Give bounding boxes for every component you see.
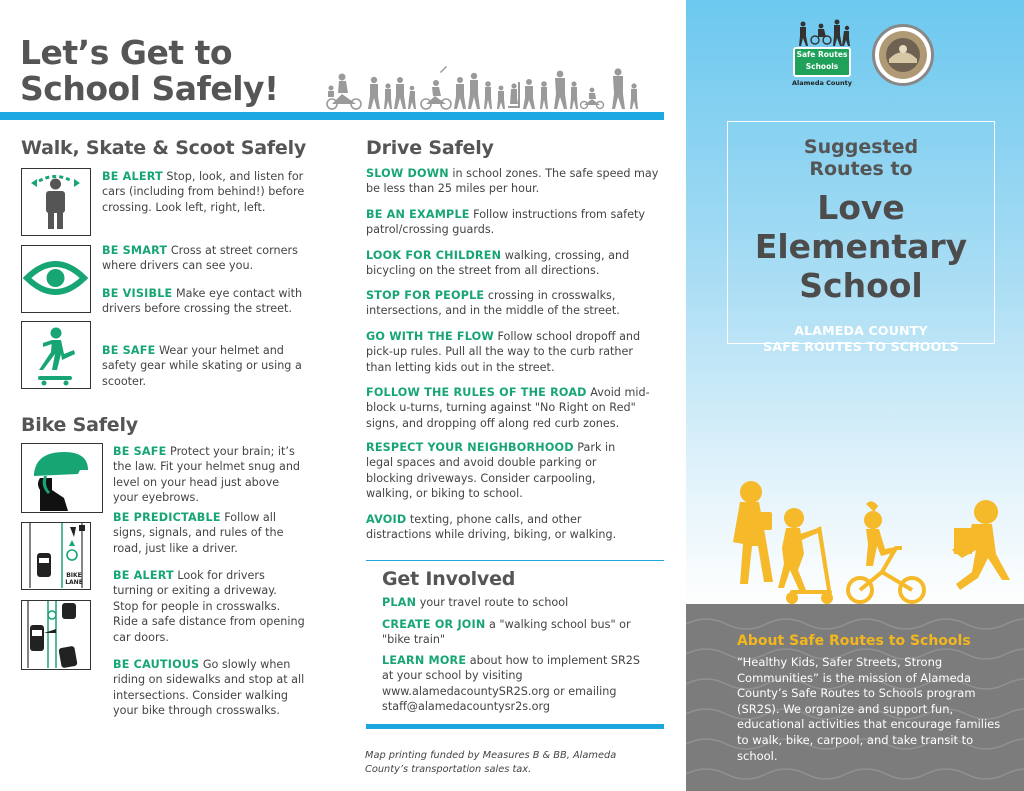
- bike-lane-icon: [21, 522, 91, 590]
- page-title: [20, 35, 320, 107]
- drive-item-avoid: AVOID texting, phone calls, and other distractions while driving, biking, or walking.: [366, 513, 617, 542]
- drive-item-example: BE AN EXAMPLE Follow instructions from safety patrol/crossing guards.: [366, 208, 646, 237]
- involved-bottom-bar: [366, 724, 664, 729]
- about-text: “Healthy Kids, Safer Streets, Strong Communities” is the mission of Alameda County’s Safe Routes to Schools program (SR2S). We organize and support fun, educational activities that encourage families to walk, bike, carpool, and take transit to school.: [737, 655, 1001, 763]
- logo-line1: Safe Routes: [796, 50, 848, 59]
- bike-item-cautious: BE CAUTIOUS Go slowly when riding on sidewalks and stop at all intersections. Consider walking your bike through crosswalks.: [113, 658, 305, 718]
- walk-item-smart: BE SMART Cross at street corners where drivers can see you.: [102, 244, 298, 273]
- involved-item-create: CREATE OR JOIN a "walking school bus" or "bike train": [382, 618, 631, 647]
- involved-top-rule: [366, 560, 664, 561]
- car-door-icon: [21, 600, 91, 670]
- school-name: [727, 188, 995, 305]
- bike-lane-label-2: LANE: [65, 579, 83, 586]
- bike-item-alert: BE ALERT Look for drivers turning or exiting a driveway. Stop for people in crosswalks. Ride a safe distance from opening car doors.: [113, 569, 305, 644]
- program-name-line2: SAFE ROUTES TO SCHOOLS: [763, 338, 959, 354]
- school-name-line1: Love: [817, 188, 905, 227]
- suggested-line2: Routes to: [809, 158, 913, 180]
- logo-caption: Alameda County: [792, 79, 852, 87]
- logo-line2: Schools: [805, 62, 839, 71]
- drive-item-rules: FOLLOW THE RULES OF THE ROAD Avoid mid-block u-turns, turning against "No Right on Red" signs, and dropping off along red curb zones.: [366, 386, 650, 430]
- program-name-line1: ALAMEDA COUNTY: [794, 323, 928, 338]
- school-name-line2: Elementary: [754, 227, 968, 266]
- about-heading: About Safe Routes to Schools: [737, 633, 971, 649]
- header-accent-bar: [0, 112, 664, 120]
- cover-suggested: [727, 136, 995, 180]
- bike-item-predictable: BE PREDICTABLE Follow all signs, signals, and rules of the road, just like a driver.: [113, 511, 284, 555]
- involved-item-plan: PLAN your travel route to school: [382, 596, 569, 609]
- involved-item-learn: LEARN MORE about how to implement SR2S at your school by visiting www.alamedacountySR2S.org or emailing staff@alamedacountysr2s.org: [382, 654, 641, 714]
- bike-lane-label-1: BIKE: [66, 572, 82, 579]
- funding-footnote: Map printing funded by Measures B & BB, Alameda County’s transportation sales tax.: [365, 750, 617, 775]
- drive-section-heading: Drive Safely: [366, 137, 494, 159]
- drive-item-look: LOOK FOR CHILDREN walking, crossing, and bicycling on the street from all directions.: [366, 249, 630, 278]
- drive-item-flow: GO WITH THE FLOW Follow school dropoff and pick-up rules. Pull all the way to the curb rather than letting kids out in the street.: [366, 330, 641, 374]
- walk-item-visible: BE VISIBLE Make eye contact with drivers before crossing the street.: [102, 287, 303, 316]
- walk-section-heading: Walk, Skate & Scoot Safely: [21, 137, 307, 159]
- suggested-line1: Suggested: [803, 136, 919, 158]
- involved-section-heading: Get Involved: [382, 568, 516, 590]
- page-title-line2: School Safely!: [20, 69, 279, 108]
- alameda-county-seal: [872, 24, 934, 86]
- kids-silhouettes-illustration: [686, 470, 1024, 610]
- silhouettes-people-illustration: [318, 64, 658, 110]
- safe-routes-logo: [791, 18, 853, 90]
- bike-item-safe: BE SAFE Protect your brain; it’s the law. Fit your helmet snug and level on your head just above your eyebrows.: [113, 445, 301, 505]
- walk-item-alert: BE ALERT Stop, look, and listen for cars (including from behind!) before crossing. Look left, right, left.: [102, 170, 305, 214]
- bike-section-heading: Bike Safely: [21, 414, 138, 436]
- walk-item-safe: BE SAFE Wear your helmet and safety gear while skating or using a scooter.: [102, 344, 302, 388]
- skateboarder-icon: [21, 321, 91, 389]
- school-name-line3: School: [799, 266, 923, 305]
- eye-icon: [21, 245, 91, 313]
- program-name: [727, 323, 995, 354]
- drive-item-slow-down: SLOW DOWN in school zones. The safe speed may be less than 25 miles per hour.: [366, 167, 659, 196]
- drive-item-respect: RESPECT YOUR NEIGHBORHOOD Park in legal spaces and avoid double parking or blocking driveways. Consider carpooling, walking, or biking to school.: [366, 441, 616, 501]
- walk-alert-icon: [21, 168, 91, 236]
- page-title-line1: Let’s Get to: [20, 33, 233, 72]
- helmet-icon: [21, 443, 103, 513]
- drive-item-stop: STOP FOR PEOPLE crossing in crosswalks, intersections, and in the middle of the street.: [366, 289, 620, 318]
